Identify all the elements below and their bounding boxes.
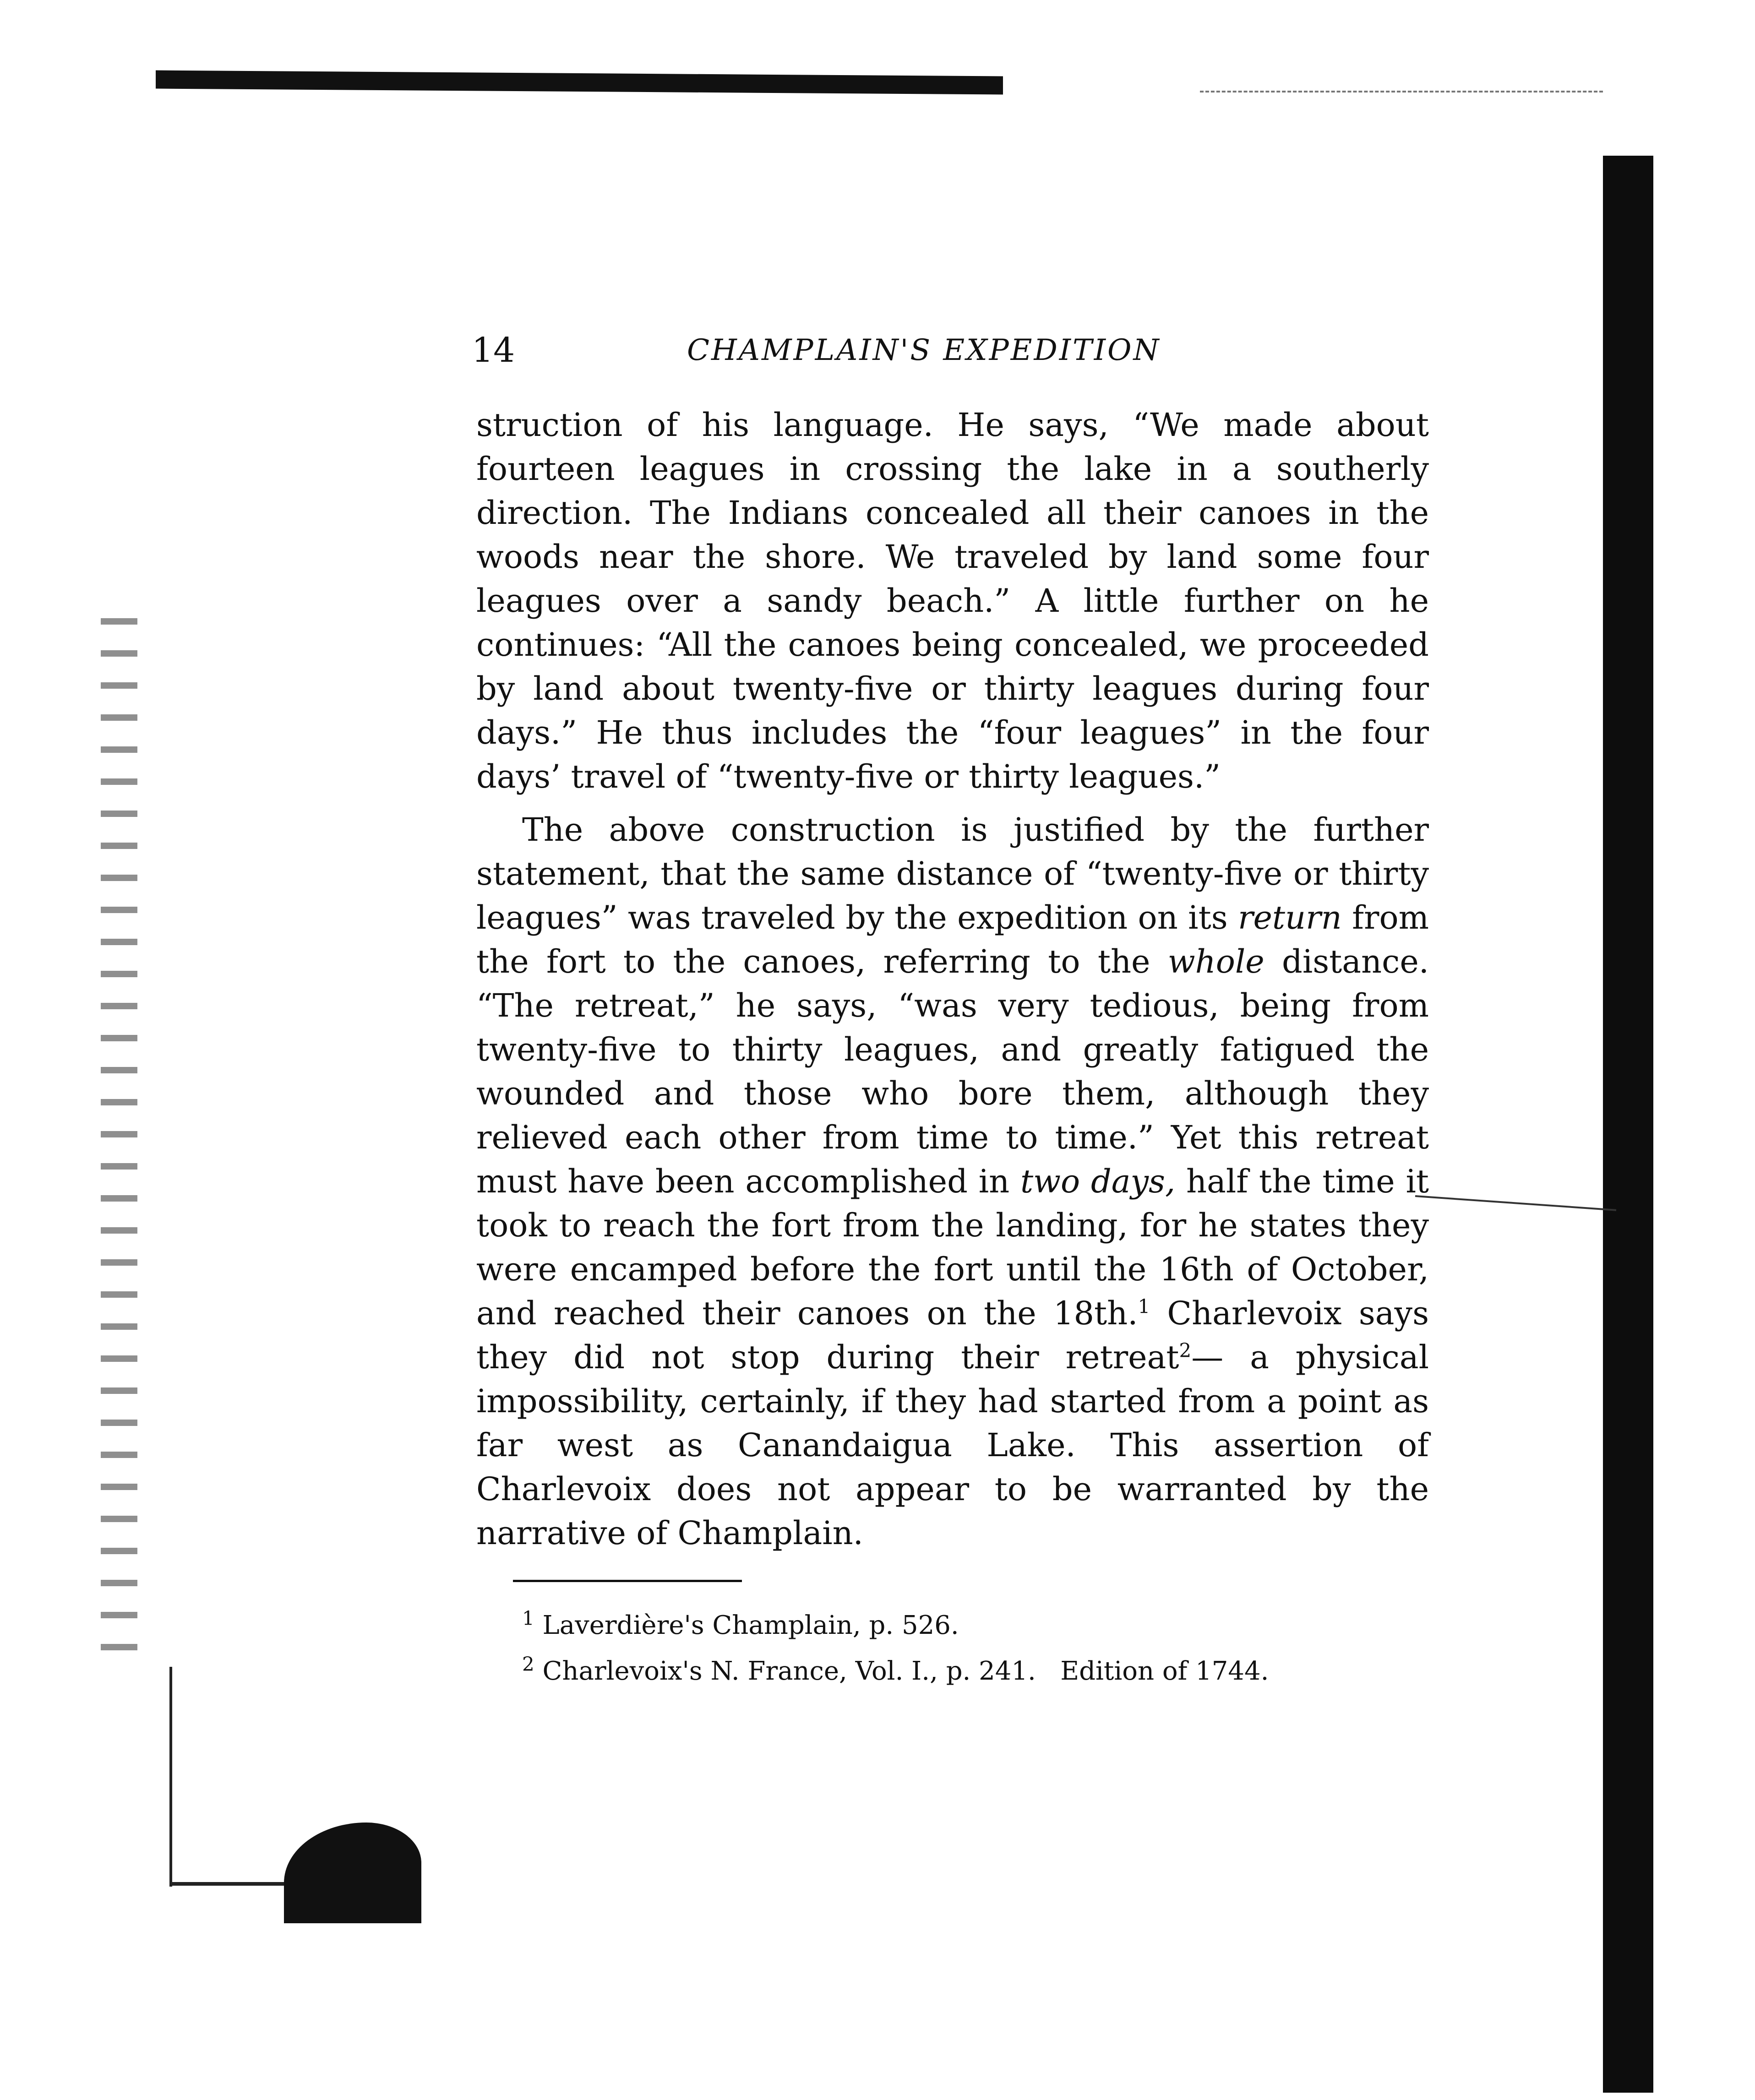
scan-left-margin-marks xyxy=(101,618,137,1671)
running-title: CHAMPLAIN'S EXPEDITION xyxy=(687,333,1161,367)
footnote-ref-2: 2 xyxy=(1179,1339,1192,1362)
paragraph-2 xyxy=(476,808,1429,1555)
page-header xyxy=(472,330,1278,371)
emphasis-return: return xyxy=(1238,899,1342,936)
footnote-marker: 2 xyxy=(522,1653,534,1676)
paragraph-1: struction of his language. He says, “We made about fourteen leagues in crossing the lake in a southerly direction. The Indians concealed all their canoes in the woods near the shore. We traveled by land some four leagues over a sandy beach.” A little further on he continues: “All the canoes being concealed, we proceeded by land about twenty-five or thirty leagues during four days.” He thus includes the “four leagues” in the four days’ travel of “twenty-five or thirty leagues.” xyxy=(476,406,1429,795)
page-number: 14 xyxy=(472,331,515,370)
body-text xyxy=(476,403,1429,1555)
paragraph-2-text: Charlevoix says they did not stop during their retreat xyxy=(476,1295,1429,1376)
paragraph-2-text: — a physical impossibility, certainly, if they had started from a point as far west as Canandaigua Lake. This assertion of Charlevoix does not appear to be warranted by the narrative of Champlain. xyxy=(476,1338,1429,1552)
paragraph-2-text: from the fort to the canoes, referring to the xyxy=(476,899,1429,980)
scan-top-edge-dashes xyxy=(1200,91,1603,92)
scan-right-edge xyxy=(1603,156,1653,2093)
footnote-divider xyxy=(513,1580,742,1582)
emphasis-two-days: two days, xyxy=(1020,1163,1176,1200)
paragraph-2-text: The above construction is justified by the further statement, that the same distance of “twenty-five or thirty leagues” was traveled by the expedition on its xyxy=(476,811,1429,936)
paragraph-2-text: distance. “The retreat,” he says, “was very tedious, being from twenty-five to thirty leagues, and greatly fatigued the wounded and those who bore them, although they relieved each other from time to time.” Yet this retreat must have been accomplished in xyxy=(476,943,1429,1200)
scan-left-edge xyxy=(169,1667,172,1887)
scan-top-edge xyxy=(156,71,1003,95)
paragraph-2-text: half the time it took to reach the fort from the landing, for he states they were encamped before the fort until the 16th of October, and reached their canoes on the 18th. xyxy=(476,1163,1429,1332)
footnote-ref-1: 1 xyxy=(1138,1295,1150,1318)
scan-corner-shadow xyxy=(284,1823,421,1923)
footnote xyxy=(522,1648,1392,1694)
scan-pen-stroke xyxy=(1415,1195,1616,1211)
footnote xyxy=(522,1603,1392,1648)
footnote-text: Charlevoix's N. France, Vol. I., p. 241. Edition of 1744. xyxy=(542,1656,1269,1686)
footnote-marker: 1 xyxy=(522,1607,534,1630)
footnote-text: Laverdière's Champlain, p. 526. xyxy=(542,1610,959,1640)
footnotes xyxy=(522,1603,1392,1694)
emphasis-whole: whole xyxy=(1167,943,1264,980)
